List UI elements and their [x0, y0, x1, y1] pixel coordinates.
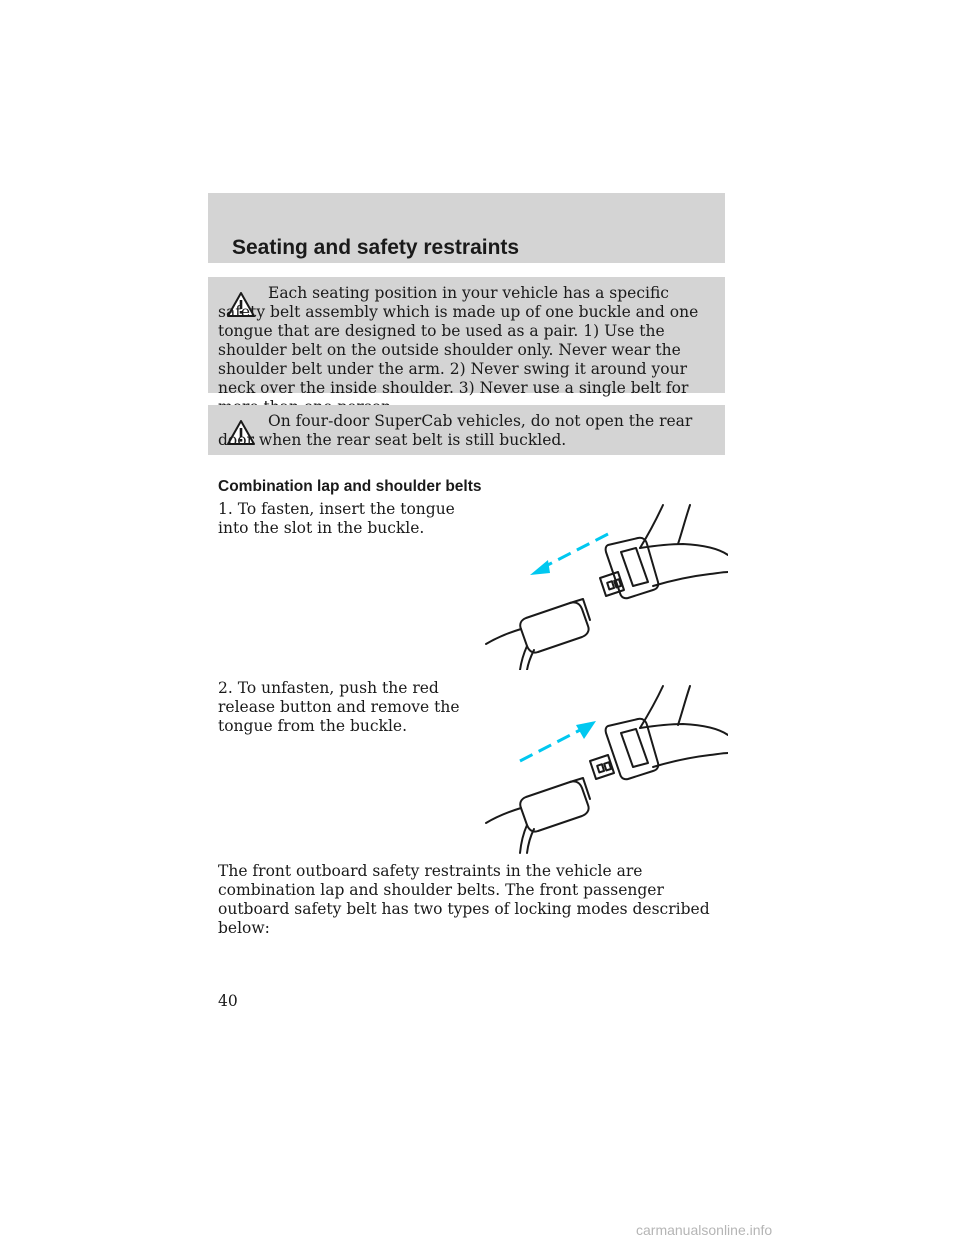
unfasten-belt-illustration	[478, 683, 728, 855]
watermark: carmanualsonline.info	[636, 1222, 773, 1238]
warning-box	[208, 405, 725, 455]
belt-description-paragraph: The front outboard safety restraints in the vehicle are combination lap and shoulder belts. The front passenger outboard safety belt has two types of locking modes described below:	[218, 862, 710, 937]
page-title: Seating and safety restraints	[232, 236, 520, 259]
fasten-belt-illustration	[478, 500, 728, 670]
section-heading: Combination lap and shoulder belts	[218, 478, 482, 495]
page-number: 40	[218, 992, 238, 1010]
warning-text: On four-door SuperCab vehicles, do not open the rear door when the rear seat belt is still buckled.	[218, 412, 693, 449]
step-fasten-text: 1. To fasten, insert the tongue into the slot in the buckle.	[218, 500, 455, 537]
warning-text: Each seating position in your vehicle has a specific safety belt assembly which is made up of one buckle and one tongue that are designed to be used as a pair. 1) Use the shoulder belt on the outside shoulder only. Never wear the shoulder belt under the arm. 2) Never swing it around your neck over the inside shoulder. 3) Never use a single belt for	[218, 284, 699, 397]
step-unfasten-text: 2. To unfasten, push the red release button and remove the tongue from the buckle.	[218, 679, 460, 735]
warning-box	[208, 277, 725, 397]
